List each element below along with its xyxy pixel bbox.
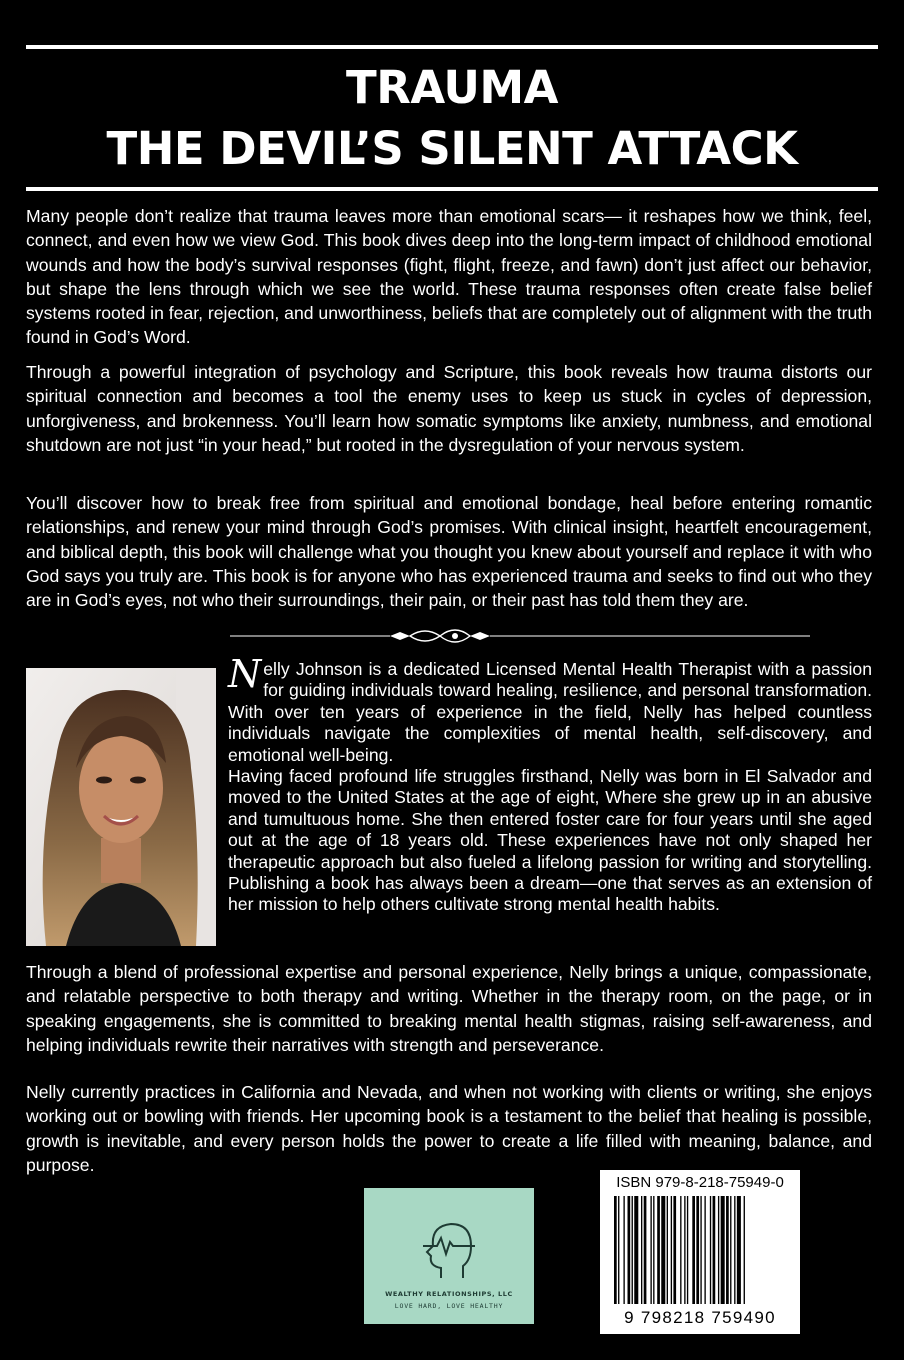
barcode-bar bbox=[661, 1196, 665, 1304]
barcode-bar bbox=[704, 1196, 705, 1304]
barcode-bar bbox=[671, 1196, 672, 1304]
barcode-bar bbox=[657, 1196, 660, 1304]
ornamental-divider bbox=[220, 624, 820, 648]
description-paragraph-2: Through a powerful integration of psychology and Scripture, this book reveals how trauma distorts our spiritual connection and becomes a tool the enemy uses to keep us stuck in cycles of depression, unforgiveness, and brokenness. You’ll learn how somatic symptoms like anxiety, numbness, and emotional shutdown are not just “in your head,” but rooted in the dysregulation of your nervous system. bbox=[26, 362, 872, 455]
head-heartbeat-icon bbox=[419, 1216, 479, 1286]
publisher-logo bbox=[364, 1188, 534, 1324]
barcode-bar bbox=[692, 1196, 695, 1304]
barcode-bar bbox=[687, 1196, 688, 1304]
title-line-2: THE DEVIL’S SILENT ATTACK bbox=[106, 122, 798, 175]
description-paragraph-1: Many people don’t realize that trauma leaves more than emotional scars— it reshapes how we think, feel, connect, and even how we view God. This book dives deep into the long-term impact of childhood emotional wounds and how the body’s survival responses (fight, flight, freeze, and fawn) don’t just affect our behavior, but shape the lens through which we see the world. These trauma responses often create false belief systems rooted in fear, rejection, and unworthiness, beliefs that are completely out of alignment with the truth found in God’s Word. bbox=[26, 206, 872, 348]
bio-paragraph-2: Having faced profound life struggles firsthand, Nelly was born in El Salvador and moved to the United States at the age of eight, Where she grew up in an abusive and tumultuous home. She then entered foster care for four years until she aged out at the age of 18 years old. These experiences have not only shaped her therapeutic approach but also fueled a lifelong passion for writing and storytelling. Publishing a book has always been a dream—one that serves as an extension of her mission to help others cultivate strong mental health habits. bbox=[228, 766, 872, 915]
bio-paragraph-3: Through a blend of professional expertise and personal experience, Nelly brings a unique, compassionate, and relatable perspective to both therapy and writing. Whether in the therapy room, on the page, or in speaking engagements, she is committed to breaking mental health stigmas, raising self-awareness, and helping individuals rewrite their narratives with strength and perseverance. bbox=[26, 962, 872, 1055]
barcode-bar bbox=[614, 1196, 617, 1304]
barcode-bar bbox=[744, 1196, 745, 1304]
barcode-bar bbox=[641, 1196, 642, 1304]
barcode-digits: 9 798218 759490 bbox=[624, 1308, 776, 1327]
barcode-bar bbox=[700, 1196, 701, 1304]
bio-paragraph-1: elly Johnson is a dedicated Licensed Mental Health Therapist with a passion for guiding individuals toward healing, resilience, and personal transformation. With over ten years of experience in the field, Nelly has helped countless individuals navigate the complexities of mental health, self-discovery, and emotional well-being. bbox=[228, 659, 872, 765]
top-rule bbox=[26, 45, 878, 49]
description-paragraph-3: You’ll discover how to break free from spiritual and emotional bondage, heal before entering romantic relationships, and renew your mind through God’s promises. With clinical insight, heartfelt encouragement, and biblical depth, this book will challenge what you thought you knew about yourself and replace it with who God says you truly are. This book is for anyone who has experienced trauma and seeks to find out who they are in God’s eyes, not who their surroundings, their pain, or their past has told them they are. bbox=[26, 493, 872, 611]
barcode-bar bbox=[713, 1196, 716, 1304]
barcode-bars bbox=[610, 1196, 790, 1308]
barcode-bar bbox=[726, 1196, 729, 1304]
author-photo bbox=[26, 668, 216, 946]
barcode-bar bbox=[650, 1196, 651, 1304]
barcode-bar bbox=[684, 1196, 685, 1304]
barcode-bar bbox=[618, 1196, 619, 1304]
barcode-bar bbox=[667, 1196, 668, 1304]
logo-company-name: WEALTHY RELATIONSHIPS, LLC bbox=[385, 1290, 513, 1298]
barcode-bar bbox=[623, 1196, 624, 1304]
barcode-bar bbox=[680, 1196, 681, 1304]
author-bio-block-1 bbox=[228, 652, 872, 766]
barcode-bar bbox=[673, 1196, 676, 1304]
logo-tagline: LOVE HARD, LOVE HEALTHY bbox=[394, 1302, 504, 1310]
isbn-barcode bbox=[600, 1170, 800, 1334]
barcode-bar bbox=[710, 1196, 711, 1304]
bottom-rule bbox=[26, 187, 878, 191]
barcode-bar bbox=[696, 1196, 699, 1304]
barcode-bar bbox=[634, 1196, 638, 1304]
barcode-bar bbox=[718, 1196, 719, 1304]
barcode-bar bbox=[734, 1196, 735, 1304]
title-line-1: TRAUMA bbox=[346, 61, 558, 114]
barcode-bar bbox=[721, 1196, 725, 1304]
isbn-label: ISBN 979-8-218-75949-0 bbox=[616, 1174, 784, 1191]
barcode-bar bbox=[730, 1196, 731, 1304]
barcode-bar bbox=[644, 1196, 647, 1304]
barcode-bar bbox=[737, 1196, 741, 1304]
barcode-bar bbox=[628, 1196, 631, 1304]
bio-paragraph-4: Nelly currently practices in California and Nevada, and when not working with clients or writing, she enjoys working out or bowling with friends. Her upcoming book is a testament to the belief that healing is possible, growth is inevitable, and every person holds the power to create a life filled with meaning, balance, and purpose. bbox=[26, 1082, 872, 1175]
barcode-bar bbox=[653, 1196, 654, 1304]
bio-drop-cap: N bbox=[228, 652, 262, 696]
barcode-bar bbox=[632, 1196, 633, 1304]
